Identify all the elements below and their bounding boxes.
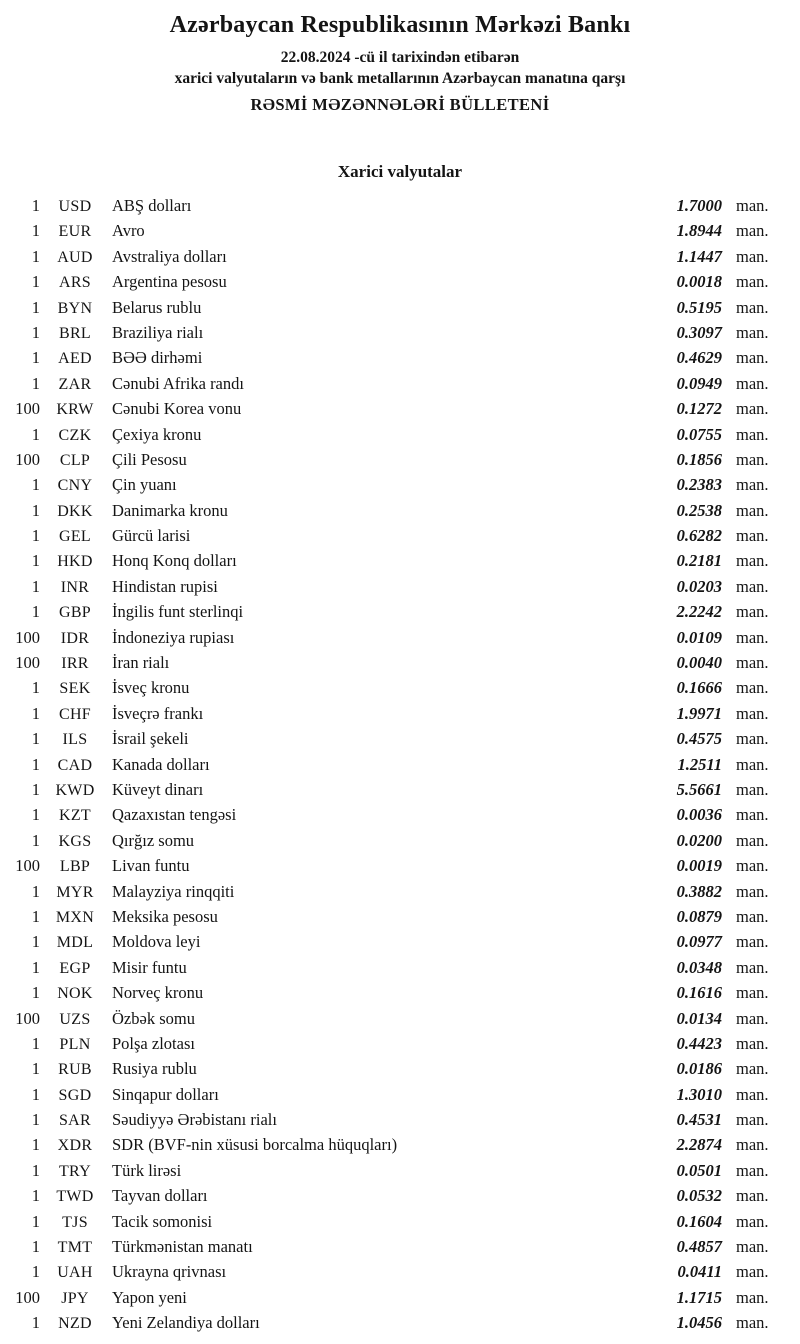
unit-label: man. — [736, 1059, 769, 1079]
unit-label: man. — [736, 805, 769, 825]
table-row — [0, 1107, 778, 1132]
quantity: 1 — [31, 221, 40, 241]
exchange-rate: 0.0949 — [676, 373, 722, 393]
currency-name: Braziliya rialı — [112, 322, 204, 342]
unit-label: man. — [736, 957, 769, 977]
quantity: 100 — [15, 627, 40, 647]
currency-name: ABŞ dolları — [112, 196, 192, 215]
quantity: 1 — [31, 526, 40, 546]
table-row — [0, 1285, 778, 1310]
unit-label: man. — [736, 678, 769, 698]
unit-label: man. — [736, 1237, 769, 1257]
exchange-rate: 0.6282 — [676, 526, 722, 546]
exchange-rate: 0.0036 — [676, 805, 722, 825]
currency-name: Sinqapur dolları — [112, 1084, 219, 1104]
exchange-rate: 0.1604 — [676, 1211, 722, 1231]
currency-code: CZK — [58, 426, 92, 444]
currency-name: İsrail şekeli — [112, 729, 189, 749]
exchange-rate: 0.0018 — [676, 272, 722, 292]
currency-code: ARS — [58, 274, 92, 292]
exchange-rate: 0.2538 — [676, 500, 722, 520]
table-row — [0, 472, 778, 497]
exchange-rate: 1.1447 — [676, 246, 722, 266]
currency-code: HKD — [57, 553, 93, 571]
unit-label: man. — [736, 754, 769, 774]
unit-label: man. — [736, 348, 769, 368]
quantity: 1 — [31, 729, 40, 749]
bulletin-title: RƏSMİ MƏZƏNNƏLƏRİ BÜLLETENİ — [250, 95, 550, 114]
quantity: 1 — [31, 932, 40, 952]
currency-code: GEL — [58, 528, 91, 546]
currency-name: Hindistan rupisi — [112, 576, 218, 596]
exchange-rate: 1.8944 — [676, 221, 722, 241]
exchange-rate: 2.2874 — [676, 1135, 722, 1155]
table-row — [0, 802, 778, 827]
table-row — [0, 1031, 778, 1056]
currency-name: Avro — [112, 221, 145, 241]
quantity: 100 — [15, 399, 40, 419]
table-row — [0, 371, 778, 396]
currency-code: KRW — [56, 401, 94, 419]
currency-code: BRL — [58, 324, 92, 342]
unit-label: man. — [736, 602, 769, 622]
exchange-rate: 0.4857 — [676, 1237, 722, 1257]
currency-name: İran rialı — [112, 653, 170, 673]
currency-name: Tayvan dolları — [112, 1186, 208, 1206]
unit-label: man. — [736, 1033, 769, 1053]
unit-label: man. — [736, 1008, 769, 1028]
exchange-rate: 0.3882 — [676, 881, 722, 901]
quantity: 1 — [31, 576, 40, 596]
currency-name: İngilis funt sterlinqi — [112, 602, 244, 622]
quantity: 1 — [31, 1237, 40, 1257]
table-row — [0, 295, 778, 320]
unit-label: man. — [736, 1186, 769, 1206]
exchange-rate: 0.0200 — [676, 830, 722, 850]
unit-label: man. — [736, 653, 769, 673]
currency-name: Yapon yeni — [112, 1287, 187, 1307]
table-row — [0, 345, 778, 370]
currency-name: Livan funtu — [112, 856, 190, 876]
currency-code: TJS — [62, 1213, 88, 1231]
quantity: 1 — [31, 1033, 40, 1053]
currency-code: MYR — [56, 883, 94, 901]
currency-code: INR — [60, 578, 90, 596]
exchange-rate: 1.1715 — [676, 1287, 722, 1307]
currency-name: İndoneziya rupiası — [112, 627, 235, 647]
currency-name: Ukrayna qrivnası — [112, 1262, 227, 1282]
currency-code: KGS — [58, 832, 92, 850]
currency-code: SAR — [58, 1112, 92, 1130]
currency-name: Meksika pesosu — [112, 906, 218, 926]
currency-name: Honq Konq dolları — [112, 551, 237, 571]
currency-code: XDR — [57, 1137, 93, 1155]
exchange-rate: 0.1856 — [676, 449, 722, 469]
table-row — [0, 320, 778, 345]
currency-code: CHF — [58, 705, 92, 723]
table-row — [0, 1056, 778, 1081]
exchange-rate: 0.1272 — [676, 399, 722, 419]
table-row — [0, 853, 778, 878]
currency-name: Kanada dolları — [112, 754, 210, 774]
unit-label: man. — [736, 272, 769, 292]
exchange-rate: 0.4423 — [676, 1033, 722, 1053]
currency-code: LBP — [59, 858, 91, 876]
table-row — [0, 523, 778, 548]
currency-name: Argentina pesosu — [112, 272, 227, 292]
currency-code: KZT — [58, 807, 91, 825]
exchange-rate: 5.5661 — [676, 779, 722, 799]
currency-name: Avstraliya dolları — [112, 246, 227, 266]
exchange-rate: 0.0501 — [676, 1160, 722, 1180]
currency-name: Danimarka kronu — [112, 500, 228, 520]
currency-name: Türk lirəsi — [112, 1160, 182, 1180]
quantity: 1 — [31, 297, 40, 317]
table-row — [0, 548, 778, 573]
quantity: 1 — [31, 500, 40, 520]
unit-label: man. — [736, 500, 769, 520]
unit-label: man. — [736, 424, 769, 444]
currency-code: AUD — [57, 248, 93, 266]
currency-code: TWD — [56, 1188, 94, 1206]
currency-name: Küveyt dinarı — [112, 779, 204, 799]
currency-name: Çili Pesosu — [112, 449, 187, 469]
quantity: 100 — [15, 1287, 40, 1307]
quantity: 1 — [31, 678, 40, 698]
table-row — [0, 1006, 778, 1031]
exchange-rate: 0.0348 — [676, 957, 722, 977]
exchange-rate: 0.0879 — [676, 906, 722, 926]
quantity: 1 — [31, 1160, 40, 1180]
currency-name: Cənubi Afrika randı — [112, 373, 244, 393]
currency-code: SGD — [58, 1086, 92, 1104]
currency-name: Malayziya rinqqiti — [112, 881, 235, 901]
currency-code: BYN — [57, 299, 93, 317]
exchange-rate: 1.7000 — [676, 196, 722, 215]
exchange-rate: 2.2242 — [676, 602, 722, 622]
quantity: 1 — [31, 906, 40, 926]
exchange-rate: 0.5195 — [676, 297, 722, 317]
table-row — [0, 1259, 778, 1284]
unit-label: man. — [736, 856, 769, 876]
currency-name: Səudiyyə Ərəbistanı rialı — [112, 1110, 277, 1130]
exchange-rate: 1.2511 — [677, 754, 722, 774]
quantity: 1 — [31, 1262, 40, 1282]
table-row — [0, 904, 778, 929]
unit-label: man. — [736, 830, 769, 850]
currency-code: UAH — [57, 1264, 93, 1282]
currency-name: Cənubi Korea vonu — [112, 399, 242, 419]
unit-label: man. — [736, 932, 769, 952]
currency-code: JPY — [61, 1289, 89, 1307]
table-row — [0, 650, 778, 675]
quantity: 1 — [31, 881, 40, 901]
currency-name: İsveç kronu — [112, 678, 190, 698]
unit-label: man. — [736, 703, 769, 723]
exchange-rate: 0.0411 — [677, 1262, 722, 1282]
currency-code: IDR — [60, 629, 90, 647]
quantity: 100 — [15, 856, 40, 876]
currency-code: NZD — [58, 1315, 92, 1333]
currency-code: NOK — [57, 985, 93, 1003]
currency-code: ZAR — [58, 375, 92, 393]
exchange-rates-table — [0, 193, 800, 1344]
currency-code: MDL — [56, 934, 94, 952]
table-row — [0, 777, 778, 802]
effective-date-line: 22.08.2024 -cü il tarixindən etibarən — [280, 49, 520, 66]
unit-label: man. — [736, 627, 769, 647]
unit-label: man. — [736, 906, 769, 926]
table-row — [0, 1310, 778, 1335]
table-row — [0, 1209, 778, 1234]
quantity: 1 — [31, 1110, 40, 1130]
table-row — [0, 396, 778, 421]
unit-label: man. — [736, 551, 769, 571]
exchange-rate: 0.0109 — [676, 627, 722, 647]
currency-code: CAD — [57, 756, 93, 774]
currency-name: Belarus rublu — [112, 297, 202, 317]
unit-label: man. — [736, 399, 769, 419]
quantity: 1 — [31, 1211, 40, 1231]
currency-code: GBP — [58, 604, 92, 622]
unit-label: man. — [736, 1313, 769, 1333]
quantity: 1 — [31, 1059, 40, 1079]
currency-code: DKK — [57, 502, 93, 520]
quantity: 100 — [15, 653, 40, 673]
subject-line: xarici valyutaların və bank metallarının Azərbaycan manatına qarşı — [174, 70, 626, 87]
unit-label: man. — [736, 1287, 769, 1307]
exchange-rate: 1.0456 — [676, 1313, 722, 1333]
currency-name: Yeni Zelandiya dolları — [112, 1313, 260, 1333]
table-row — [0, 879, 778, 904]
table-row — [0, 752, 778, 777]
quantity: 1 — [31, 779, 40, 799]
currency-code: UZS — [59, 1010, 91, 1028]
table-row — [0, 1183, 778, 1208]
quantity: 1 — [31, 475, 40, 495]
currency-code: TRY — [58, 1162, 92, 1180]
exchange-rate: 0.4575 — [676, 729, 722, 749]
currency-code: EUR — [58, 223, 92, 241]
table-row — [0, 929, 778, 954]
quantity: 100 — [15, 449, 40, 469]
table-row — [0, 1082, 778, 1107]
table-row — [0, 1132, 778, 1157]
currency-code: MXN — [55, 908, 95, 926]
currency-name: BƏƏ dirhəmi — [112, 348, 203, 368]
exchange-rate: 0.2181 — [676, 551, 722, 571]
currency-code: EGP — [59, 959, 91, 977]
table-row — [0, 955, 778, 980]
currency-name: Polşa zlotası — [112, 1033, 195, 1053]
unit-label: man. — [736, 221, 769, 241]
exchange-rate: 0.0040 — [676, 653, 722, 673]
table-row — [0, 218, 778, 243]
table-row — [0, 244, 778, 269]
currency-name: Moldova leyi — [112, 932, 201, 952]
exchange-rate: 1.3010 — [676, 1084, 722, 1104]
currency-name: Çexiya kronu — [112, 424, 202, 444]
unit-label: man. — [736, 1262, 769, 1282]
currency-code: CLP — [59, 451, 91, 469]
quantity: 1 — [31, 196, 40, 215]
table-row — [0, 701, 778, 726]
currency-name: Gürcü larisi — [112, 526, 191, 546]
exchange-rate: 0.4629 — [676, 348, 722, 368]
bank-title: Azərbaycan Respublikasının Mərkəzi Bankı — [169, 12, 631, 38]
table-row — [0, 625, 778, 650]
unit-label: man. — [736, 196, 769, 215]
currency-code: USD — [58, 198, 92, 215]
section-title-foreign-currencies: Xarici valyutalar — [337, 162, 463, 181]
exchange-rate: 0.2383 — [676, 475, 722, 495]
table-row — [0, 422, 778, 447]
quantity: 1 — [31, 424, 40, 444]
exchange-rate: 0.0203 — [676, 576, 722, 596]
exchange-rate: 0.1666 — [676, 678, 722, 698]
unit-label: man. — [736, 526, 769, 546]
unit-label: man. — [736, 1135, 769, 1155]
table-row — [0, 1234, 778, 1259]
currency-code: PLN — [59, 1035, 91, 1053]
quantity: 1 — [31, 983, 40, 1003]
currency-name: İsveçrə frankı — [112, 703, 204, 723]
unit-label: man. — [736, 246, 769, 266]
table-row — [0, 447, 778, 472]
unit-label: man. — [736, 729, 769, 749]
exchange-rate: 0.0755 — [676, 424, 722, 444]
currency-name: Qazaxıstan tengəsi — [112, 805, 237, 825]
quantity: 1 — [31, 373, 40, 393]
unit-label: man. — [736, 475, 769, 495]
exchange-rate: 0.0019 — [676, 856, 722, 876]
quantity: 1 — [31, 246, 40, 266]
currency-name: Qırğız somu — [112, 830, 195, 850]
table-row — [0, 574, 778, 599]
quantity: 1 — [31, 322, 40, 342]
quantity: 1 — [31, 348, 40, 368]
unit-label: man. — [736, 881, 769, 901]
unit-label: man. — [736, 1110, 769, 1130]
exchange-rate: 1.9971 — [676, 703, 722, 723]
currency-code: RUB — [58, 1061, 92, 1079]
quantity: 1 — [31, 551, 40, 571]
unit-label: man. — [736, 1084, 769, 1104]
table-row — [0, 599, 778, 624]
table-row — [0, 498, 778, 523]
quantity: 1 — [31, 830, 40, 850]
quantity: 1 — [31, 1084, 40, 1104]
table-row — [0, 980, 778, 1005]
currency-code: KWD — [55, 781, 95, 799]
table-row — [0, 828, 778, 853]
quantity: 1 — [31, 703, 40, 723]
quantity: 100 — [15, 1008, 40, 1028]
table-row — [0, 193, 778, 218]
currency-name: Rusiya rublu — [112, 1059, 197, 1079]
unit-label: man. — [736, 983, 769, 1003]
unit-label: man. — [736, 297, 769, 317]
table-row — [0, 675, 778, 700]
exchange-rate: 0.3097 — [676, 322, 722, 342]
exchange-rate: 0.4531 — [676, 1110, 722, 1130]
currency-code: SEK — [59, 680, 91, 698]
currency-name: SDR (BVF-nin xüsusi borcalma hüquqları) — [112, 1135, 398, 1155]
exchange-rate: 0.0186 — [676, 1059, 722, 1079]
table-row — [0, 1158, 778, 1183]
exchange-rate: 0.1616 — [676, 983, 722, 1003]
unit-label: man. — [736, 1160, 769, 1180]
unit-label: man. — [736, 1211, 769, 1231]
quantity: 1 — [31, 602, 40, 622]
unit-label: man. — [736, 322, 769, 342]
quantity: 1 — [31, 1313, 40, 1333]
currency-name: Türkmənistan manatı — [112, 1237, 253, 1257]
exchange-rate: 0.0977 — [676, 932, 722, 952]
unit-label: man. — [736, 449, 769, 469]
quantity: 1 — [31, 272, 40, 292]
currency-name: Tacik somonisi — [112, 1211, 213, 1231]
currency-name: Özbək somu — [112, 1008, 195, 1028]
quantity: 1 — [31, 957, 40, 977]
exchange-rate: 0.0532 — [676, 1186, 722, 1206]
quantity: 1 — [31, 1186, 40, 1206]
quantity: 1 — [31, 805, 40, 825]
exchange-rate: 0.0134 — [676, 1008, 722, 1028]
currency-name: Norveç kronu — [112, 983, 204, 1003]
currency-code: AED — [58, 350, 92, 368]
unit-label: man. — [736, 779, 769, 799]
document-header — [0, 12, 800, 115]
unit-label: man. — [736, 576, 769, 596]
currency-code: ILS — [62, 731, 88, 749]
table-row — [0, 269, 778, 294]
currency-code: CNY — [57, 477, 93, 495]
quantity: 1 — [31, 1135, 40, 1155]
currency-name: Misir funtu — [112, 957, 187, 977]
table-row — [0, 726, 778, 751]
unit-label: man. — [736, 373, 769, 393]
currency-code: IRR — [61, 655, 89, 673]
quantity: 1 — [31, 754, 40, 774]
currency-name: Çin yuanı — [112, 475, 177, 495]
currency-code: TMT — [57, 1239, 93, 1257]
